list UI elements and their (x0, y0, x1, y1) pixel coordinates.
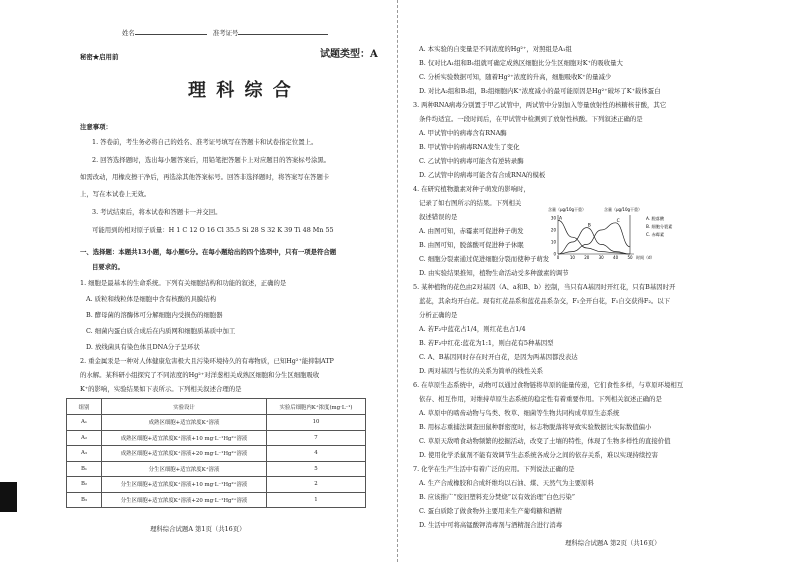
series-curve-label: A (559, 216, 563, 222)
paper-title: 理 科 综 合 (188, 80, 293, 101)
section-heading-cont: 目要求的。 (92, 263, 124, 271)
table-cell: 5 (267, 461, 366, 477)
q1-option-c: C. 细菌内蛋白质合成后在内质网和细胞质基质中加工 (86, 327, 236, 335)
table-row (67, 446, 366, 462)
q3-line: 条件均适宜。一段时间后，在甲试管中检测到了放射性核酸。下列叙述正确的是 (419, 115, 643, 123)
table-cell: 4 (267, 446, 366, 462)
q3-option: C. 乙试管中的病毒可能含有逆转录酶 (419, 157, 524, 165)
q2-stem-line: K⁺的影响，实验结果如下表所示。下列相关叙述合理的是 (80, 385, 242, 393)
q1-stem: 1. 细胞是最基本的生命系统。下列有关细胞结构和功能的叙述，正确的是 (80, 279, 287, 287)
col-header: 组别 (67, 399, 102, 415)
note-line: 1. 答卷前，考生务必将自己的姓名、准考证号填写在答题卡和试卷指定位置上。 (92, 138, 318, 146)
q4-line: 4. 在研究植物激素对种子萌发的影响时， (413, 185, 530, 193)
table-cell: A₃ (67, 446, 102, 462)
name-field (122, 30, 328, 36)
corner-mark (0, 482, 17, 512)
q5-line: 5. 某种植物的花色由2对基因（A、a和B、b）控制，当只有A基因时开红花，只有B基因时开 (413, 283, 676, 291)
footer-right: 理科综合试题A 第2页（共16页） (565, 539, 661, 547)
atomic-mass-line: 可能用到的相对原子质量：H 1 C 12 O 16 Cl 35.5 Si 28 S 32 K 39 Ti 48 Mn 55 (92, 226, 334, 234)
name-underline (135, 34, 207, 35)
q3-option: A. 甲试管中的病毒含有RNA酶 (419, 129, 507, 137)
x-axis-label: 时间（d） (636, 255, 655, 260)
q4-option: C. 细胞分裂素通过促进细胞分裂而使种子萌发 (419, 255, 550, 263)
ticket-label: 准考证号 (212, 29, 239, 37)
page-fold-line (397, 0, 398, 562)
table-cell: B₃ (67, 492, 102, 508)
q4-line: 叙述错误的是 (419, 213, 458, 221)
table-cell: 7 (267, 430, 366, 446)
x-tick-label: 20 (584, 255, 590, 260)
q4-line: 记录了如右图所示的结果。下列相关 (419, 199, 522, 207)
x-tick-label: 0 (556, 255, 560, 260)
q2-option-d: D. 对比A₂组和B₂组，B₂组细胞内K⁺浓度减小的最可能原因是Hg²⁺破坏了K⁺载体蛋白 (419, 87, 661, 95)
q5-option: A. 若F₂中蓝花占1/4，则红花也占1/4 (419, 325, 526, 333)
q5-option: C. A、B基因同时存在时开白花，是因为两基因都没表达 (419, 353, 578, 361)
y-tick-label: 30 (550, 215, 556, 221)
y-tick-label: 20 (550, 227, 556, 233)
table-cell: 2 (267, 477, 366, 493)
q7-option: C. 蛋白质除了做食物外主要用来生产葡萄糖和酒精 (419, 507, 562, 515)
q5-option: D. 两对基因与性状的关系为简单的线性关系 (419, 367, 543, 375)
table-row (67, 415, 366, 431)
q2-option-c: C. 分析实验数据可知，随着Hg²⁺浓度的升高，细胞吸收K⁺的量减少 (419, 73, 612, 81)
q5-option: B. 若F₂中红花:蓝花为1:1，则白花有5种基因型 (419, 339, 554, 347)
q7-option: D. 生活中可将高锰酸钾消毒剂与酒精混合进行消毒 (419, 521, 563, 529)
note-line: 如需改动，用橡皮擦干净后，再选涂其他答案标号。回答非选择题时，将答案写在答题卡 (80, 173, 330, 181)
q1-option-a: A. 质粒和线粒体是细胞中含有核酸的具膜结构 (86, 295, 217, 303)
note-line: 上，写在本试卷上无效。 (80, 190, 151, 198)
q4-option: B. 由图可知，脱落酸可促进种子休眠 (419, 241, 524, 249)
x-tick-label: 40 (613, 255, 619, 260)
q4-option: D. 由实验结果推知，植物生命活动受多种激素的调节 (419, 269, 569, 277)
table-cell: 分生区细胞+适宜浓度K⁺溶液 (102, 461, 267, 477)
q1-option-d: D. 放线菌具有染色体且DNA分子呈环状 (86, 343, 200, 351)
legend-entry: C. 赤霉素 (646, 232, 665, 237)
experiment-table (66, 398, 366, 508)
q6-option: D. 使用化学杀鼠剂不能有效调节生态系统各成分之间的依存关系，难以实现持续控害 (419, 451, 659, 459)
hormone-chart-svg (544, 206, 694, 264)
table-cell: B₂ (67, 477, 102, 493)
x-tick-label: 10 (569, 255, 575, 260)
q5-line: 分析正确的是 (419, 311, 458, 319)
ticket-underline (238, 34, 328, 35)
y-axis-label: 含量（μg/10g干重） (548, 207, 587, 212)
table-cell: 成熟区细胞+适宜浓度K⁺溶液+20 mg·L⁻¹Hg²⁺溶液 (102, 446, 267, 462)
table-row (67, 430, 366, 446)
q3-option: D. 乙试管中的病毒可能含有合成RNA的模板 (419, 171, 546, 179)
table-cell: 1 (267, 492, 366, 508)
x-tick-label: 30 (598, 255, 604, 260)
col-header: 实验设计 (102, 399, 267, 415)
q3-line: 3. 两种RNA病毒分别置于甲乙试管中，两试管中分别加入等量放射性的核糖核苷酸，其它 (413, 101, 667, 109)
name-label: 姓名 (122, 29, 135, 37)
table-cell: 成熟区细胞+适宜浓度K⁺溶液 (102, 415, 267, 431)
table-row (67, 492, 366, 508)
notes-heading: 注意事项： (80, 123, 112, 131)
legend-entry: A. 脱落酸 (646, 216, 665, 221)
q3-option: B. 甲试管中的病毒RNA发生了变化 (419, 143, 520, 151)
y-tick-label: 10 (550, 239, 556, 245)
q2-stem-line: 2. 重金属汞是一种对人体健康危害极大且污染环境持久的有毒物质，已知Hg²⁺能抑制ATP (80, 357, 334, 365)
q2-option-b: B. 仅对比A₁组和B₁组就可确定成熟区细胞比分生区细胞对K⁺的吸收量大 (419, 59, 623, 67)
legend-entry: B. 细胞分裂素 (646, 224, 673, 229)
section-heading: 一、选择题：本题共13小题，每小题6分。在每小题给出的四个选项中，只有一项是符合题 (80, 248, 337, 256)
q6-line: 依存、相互作用，对维持草原生态系统的稳定性有着重要作用。下列相关叙述正确的是 (419, 395, 662, 403)
secret-label: 秘密★启用前 (80, 53, 119, 61)
hormone-chart (544, 206, 694, 264)
table-cell: 10 (267, 415, 366, 431)
q5-line: 蓝花，其余均开白花。现有红花品系和蓝花品系杂交，F₁全开白花，F₁自交获得F₂。以下 (419, 297, 671, 305)
series-curve-label: B (587, 223, 591, 229)
table-cell: B₁ (67, 461, 102, 477)
table-header-row (67, 399, 366, 415)
series-line (558, 223, 630, 254)
q2-stem-line: 的水解。某科研小组探究了不同浓度的Hg²⁺对洋葱相关成熟区细胞和分生区细胞吸收 (80, 371, 320, 379)
table-cell: A₁ (67, 415, 102, 431)
q4-option: A. 由图可知，赤霉素可促进种子萌发 (419, 227, 524, 235)
table-cell: 成熟区细胞+适宜浓度K⁺溶液+10 mg·L⁻¹Hg²⁺溶液 (102, 430, 267, 446)
y-axis-label-right: 含量（μg/10g干重） (604, 207, 643, 212)
q6-option: C. 草原天敌啃食动物频繁的挖掘活动，改变了土壤的特性，体现了生物多样性的直接价值 (419, 437, 671, 445)
q6-option: B. 用标志重捕法调查田鼠种群密度时，标志物脱落将导致实验数据比实际数值偏小 (419, 423, 652, 431)
q7-option: A. 生产合成橡胶和合成纤维均以石油、煤、天然气为主要原料 (419, 479, 594, 487)
col-header: 实验后细胞内K⁺浓度(mg·L⁻¹) (267, 399, 366, 415)
y-tick-label: 0 (553, 251, 556, 257)
note-line: 3. 考试结束后，将本试卷和答题卡一并交回。 (92, 208, 222, 216)
x-tick-label: 50 (627, 255, 633, 260)
q7-line: 7. 化学在生产生活中有着广泛的应用。下列说法正确的是 (413, 465, 575, 473)
q1-option-b: B. 酵母菌的溶酶体可分解细胞内受损伤的细胞器 (86, 311, 223, 319)
table-row (67, 461, 366, 477)
series-curve-label: C (616, 218, 620, 224)
q6-option: A. 草原中的啮齿动物与鸟类、牧草、细菌等生物共同构成草原生态系统 (419, 409, 620, 417)
q6-line: 6. 在草原生态系统中，动物可以通过食物链将草原的能量传递，它们食性多样，与草原环境相互 (413, 381, 684, 389)
note-line: 2. 回答选择题时，选出每小题答案后，用铅笔把答题卡上对应题目的答案标号涂黑。 (92, 156, 331, 164)
table-row (67, 477, 366, 493)
table-cell: A₂ (67, 430, 102, 446)
paper-type: 试题类型：A (320, 49, 378, 60)
q2-option-a: A. 本实验的自变量是不同浓度的Hg²⁺，对照组是A₁组 (419, 45, 572, 53)
table-cell: 分生区细胞+适宜浓度K⁺溶液+10 mg·L⁻¹Hg²⁺溶液 (102, 477, 267, 493)
table-cell: 分生区细胞+适宜浓度K⁺溶液+20 mg·L⁻¹Hg²⁺溶液 (102, 492, 267, 508)
q7-option: B. 应该推广“废旧塑料充分焚烧”以有效治理“白色污染” (419, 493, 576, 501)
footer-left: 理科综合试题A 第1页（共16页） (150, 525, 246, 533)
